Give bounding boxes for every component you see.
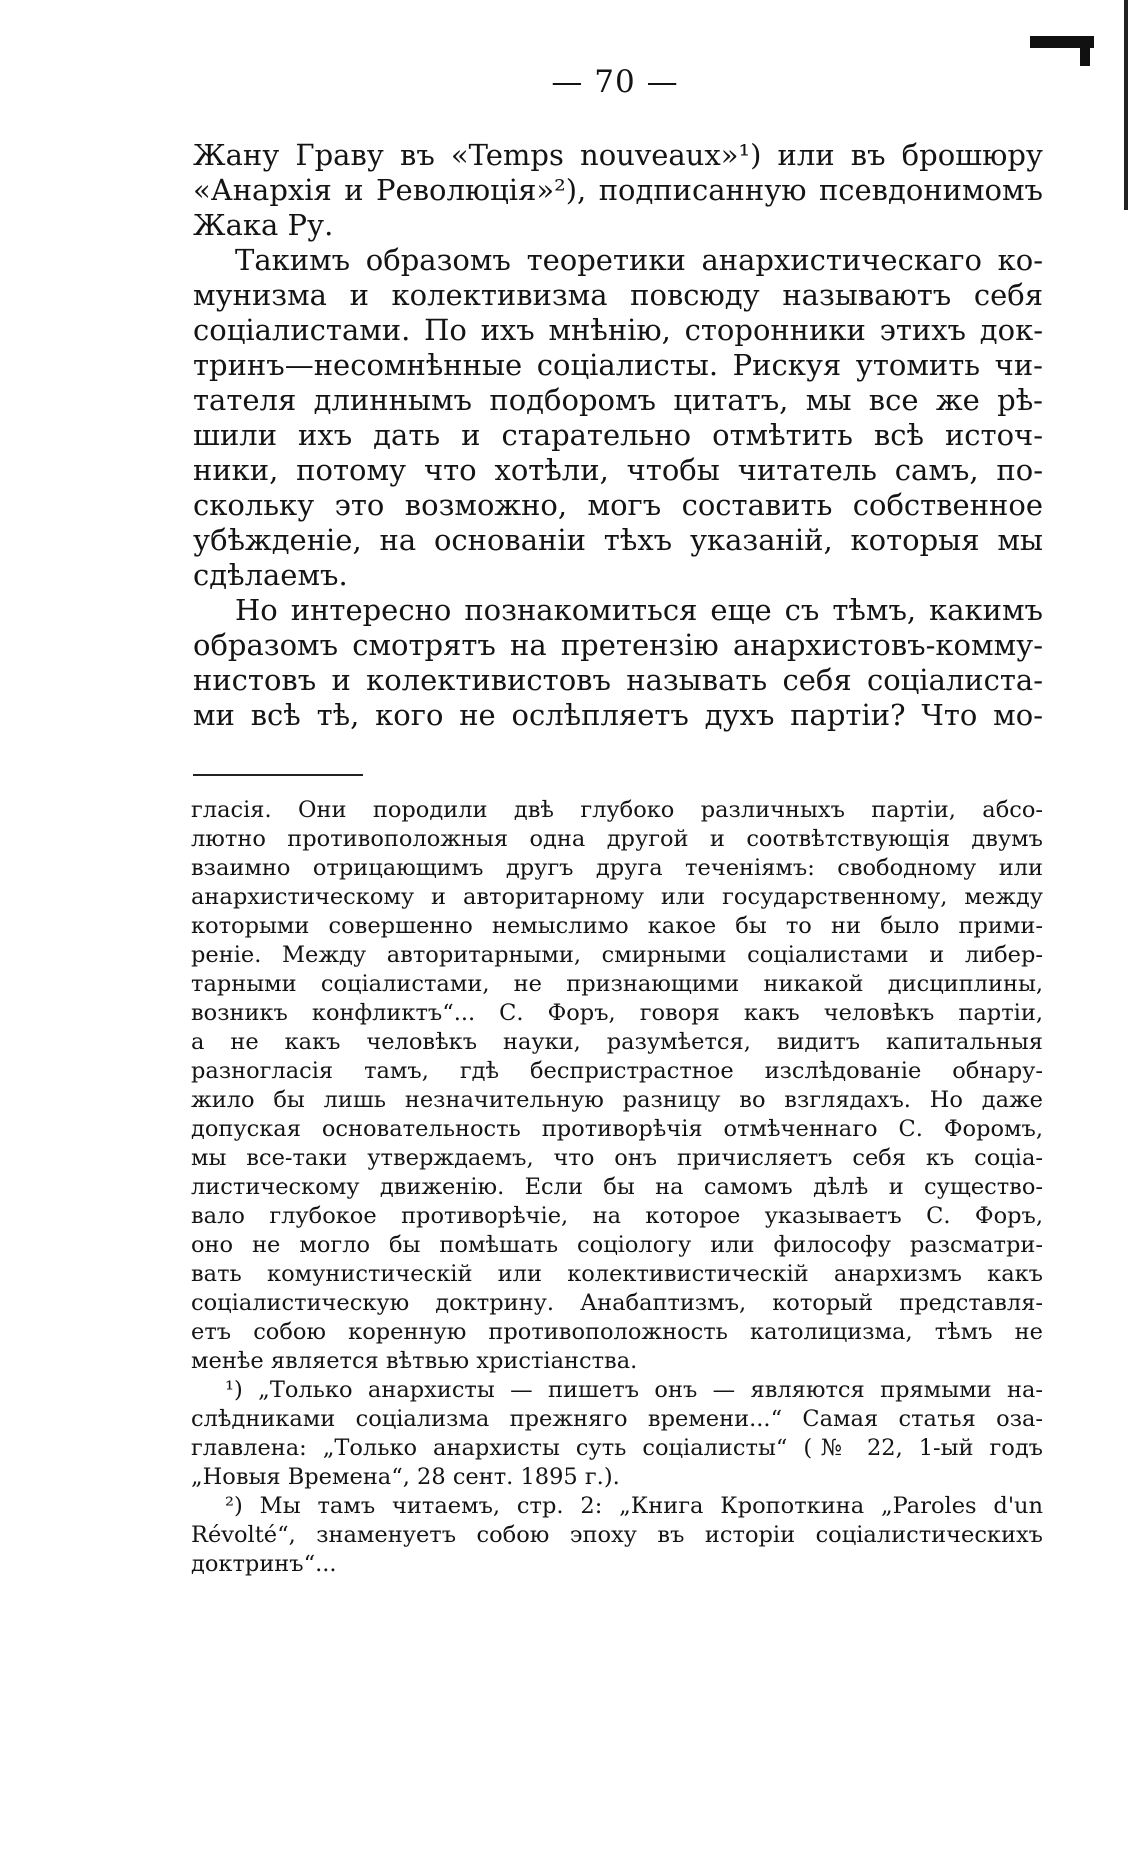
footnote-line: а не какъ человѣкъ науки, разумѣется, видитъ капитальныя: [191, 1029, 1043, 1055]
footnote-line: которыми совершенно немыслимо какое бы то ни было прими-: [191, 913, 1043, 939]
text-line: ники, потому что хотѣли, чтобы читатель самъ, по-: [193, 453, 1043, 487]
footnote-line: допуская основательность противорѣчія отмѣченнаго С. Форомъ,: [191, 1116, 1043, 1142]
text-line: Но интересно познакомиться еще съ тѣмъ, какимъ: [235, 593, 1043, 627]
footnote-2-line: ²) Мы тамъ читаемъ, стр. 2: „Книга Кропоткина „Paroles d'un: [225, 1493, 1043, 1519]
footnote-line: вало глубокое противорѣчіе, на которое указываетъ С. Форъ,: [191, 1203, 1043, 1229]
text-line: тателя длиннымъ подборомъ цитатъ, мы все же рѣ-: [193, 383, 1043, 417]
footnote-line: етъ собою коренную противоположность католицизма, тѣмъ не: [191, 1319, 1043, 1345]
footnote-1-line: „Новыя Времена“, 28 сент. 1895 г.).: [191, 1464, 620, 1490]
text-line: Жану Граву въ «Temps nouveaux»¹) или въ брошюру: [193, 138, 1043, 172]
text-line: тринъ—несомнѣнные соціалисты. Рискуя утомить чи-: [193, 348, 1043, 382]
text-line: Такимъ образомъ теоретики анархистическаго ко-: [235, 243, 1043, 277]
footnote-line: вать комунистическій или колективистическій анархизмъ какъ: [191, 1261, 1043, 1287]
footnote-1-line: ¹) „Только анархисты — пишетъ онъ — являются прямыми на-: [225, 1377, 1043, 1403]
page-number: — 70 —: [551, 64, 679, 100]
footnote-line: разногласія тамъ, гдѣ беспристрастное изслѣдованіе обнару-: [191, 1058, 1043, 1084]
footnote-line: оно не могло бы помѣшать соціологу или философу разсматри-: [191, 1232, 1043, 1258]
footnote-1-line: слѣдниками соціализма прежняго времени...“ Самая статья оза-: [191, 1406, 1043, 1432]
footnote-line: гласія. Они породили двѣ глубоко различныхъ партіи, абсо-: [191, 797, 1043, 823]
text-line: ми всѣ тѣ, кого не ослѣпляетъ духъ партіи? Что мо-: [193, 698, 1043, 732]
footnote-line: мы все-таки утверждаемъ, что онъ причисляетъ себя къ соціа-: [191, 1145, 1043, 1171]
text-line: «Анархія и Революція»²), подписанную псевдонимомъ: [193, 173, 1043, 207]
footnotes: [191, 796, 1043, 1579]
page-edge-shadow: [1124, 0, 1128, 210]
text-line: мунизма и колективизма повсюду называютъ себя: [193, 278, 1043, 312]
footnote-line: менѣе является вѣтвью христіанства.: [191, 1348, 638, 1374]
footnote-line: тарными соціалистами, не признающими никакой дисциплины,: [191, 971, 1043, 997]
main-text: [193, 138, 1043, 733]
text-line: образомъ смотрятъ на претензію анархистовъ-комму-: [193, 628, 1043, 662]
footnote-2-line: доктринъ“...: [191, 1551, 337, 1577]
text-line: убѣжденіе, на основанiи тѣхъ указаній, которыя мы: [193, 523, 1043, 557]
footnote-line: взаимно отрицающимъ другъ друга теченіямъ: свободному или: [191, 855, 1043, 881]
text-line: соціалистами. По ихъ мнѣнію, сторонники этихъ док-: [193, 313, 1043, 347]
footnote-line: лютно противоположныя одна другой и соотвѣтствующія двумъ: [191, 826, 1043, 852]
text-line: скольку это возможно, могъ составить собственное: [193, 488, 1043, 522]
footnote-1-line: главлена: „Только анархисты суть соціалисты“ (№ 22, 1-ый годъ: [191, 1435, 1043, 1461]
footnote-divider: [193, 774, 363, 776]
footnote-2-line: Révolté“, знаменуетъ собою эпоху въ исторіи соціалистическихъ: [191, 1522, 1043, 1548]
footnote-line: анархистическому и авторитарному или государственному, между: [191, 884, 1043, 910]
footnote-line: реніе. Между авторитарными, смирными соціалистами и либер-: [191, 942, 1043, 968]
scan-artifact: [1080, 36, 1090, 66]
text-line: шили ихъ дать и старательно отмѣтить всѣ источ-: [193, 418, 1043, 452]
footnote-line: листическому движенію. Если бы на самомъ дѣлѣ и существо-: [191, 1174, 1043, 1200]
text-line: нистовъ и колективистовъ называть себя соціалиста-: [193, 663, 1043, 697]
footnote-line: соціалистическую доктрину. Анабаптизмъ, который представля-: [191, 1290, 1043, 1316]
footnote-line: жило бы лишь незначительную разницу во взглядахъ. Но даже: [191, 1087, 1043, 1113]
text-line: сдѣлаемъ.: [193, 558, 348, 592]
text-line: Жака Ру.: [193, 208, 334, 242]
footnote-line: возникъ конфликтъ“... С. Форъ, говоря какъ человѣкъ партіи,: [191, 1000, 1043, 1026]
